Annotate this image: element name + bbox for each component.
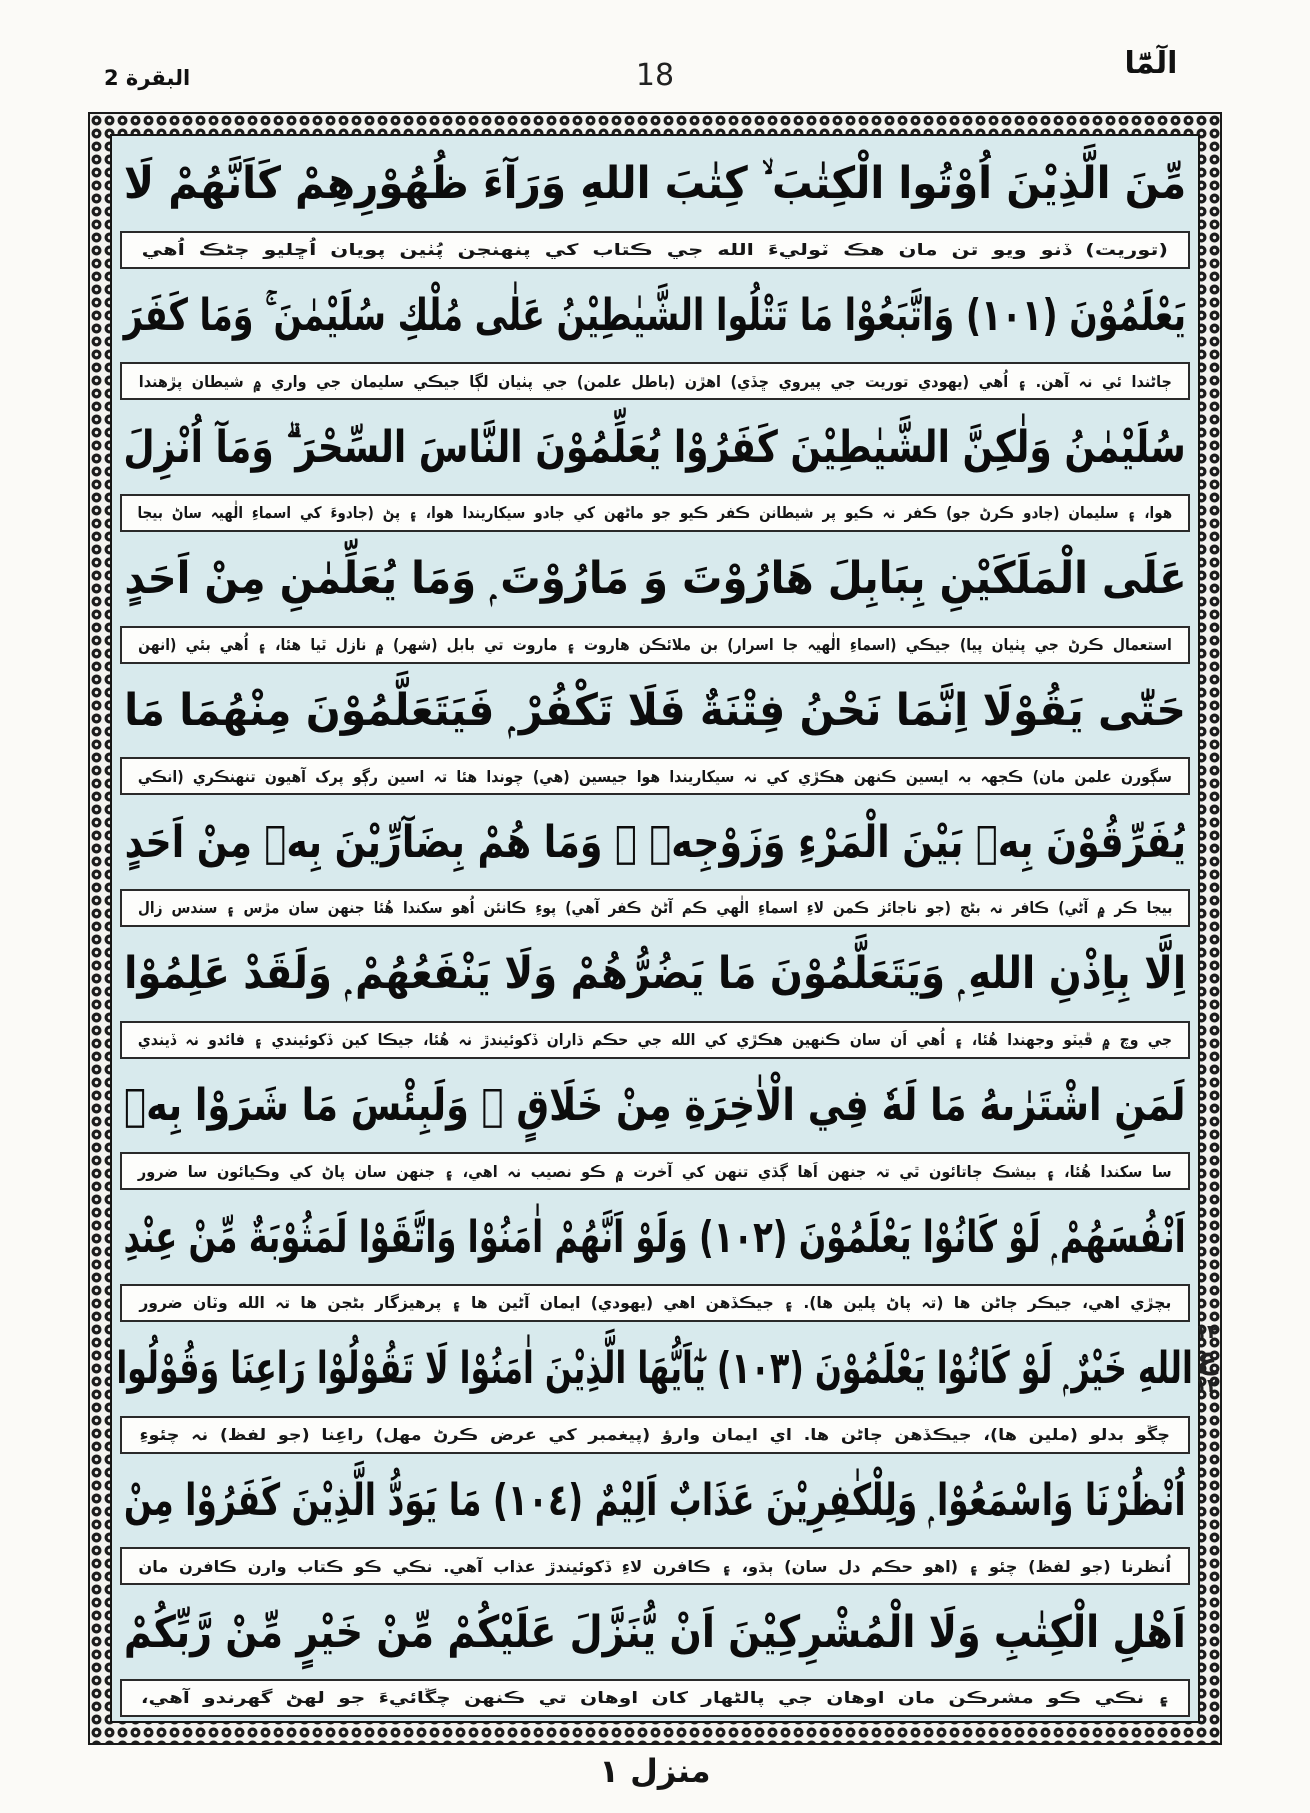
- ayah-line: [115, 1455, 1195, 1545]
- ruku-verse-count: ۱۲: [1195, 1375, 1219, 1397]
- translation-text: سڳورن علمن مان) ڪجهہ بہ ايسين ڪنهن هڪڙي کي نہ سيکاريندا هوا جيسين (هي) چوندا هئا تہ اسين رڳو پرک آهيون تنهنڪري (انڪي: [137, 766, 1173, 786]
- ayah-text: يَعْلَمُوْنَ (١٠١) وَاتَّبَعُوْا مَا تَتْلُوا الشَّيٰطِيْنُ عَلٰى مُلْكِ سُلَيْمٰنَ ۚ وَمَا كَفَرَ: [123, 289, 1187, 341]
- ayah-text: اَهْلِ الْكِتٰبِ وَلَا الْمُشْرِكِيْنَ اَنْ يُّنَزَّلَ عَلَيْكُمْ مِّنْ خَيْرٍ مِّنْ رَّبِّكُمْ: [124, 1606, 1186, 1658]
- translation-text: استعمال ڪرڻ جي پٺيان پيا) جيڪي (اسماءِ الٰهيہ جا اسرار) بن ملائڪن هاروت ۽ ماروت تي بابل (شهر) ۾ نازل ٿيا هئا، ۽ اُهي بئي (انهن: [138, 635, 1172, 655]
- ayah-line: [115, 665, 1195, 755]
- ruku-marker: [1186, 1322, 1228, 1396]
- ayah-line: [115, 402, 1195, 492]
- ayah-text: لَمَنِ اشْتَرٰىهُ مَا لَهٗ فِي الْاٰخِرَةِ مِنْ خَلَاقٍ ۭ وَلَبِئْسَ مَا شَرَوْا بِهٖ: [124, 1079, 1186, 1131]
- ayah-line: [115, 1192, 1195, 1282]
- ayah-line: [115, 1587, 1195, 1677]
- ayah-text: مِّنَ الَّذِيْنَ اُوْتُوا الْكِتٰبَ ۙ كِتٰبَ اللهِ وَرَآءَ ظُهُوْرِهِمْ كَاَنَّهُمْ لَا: [123, 158, 1187, 210]
- translation-text: ڄاڻندا ئي نہ آهن. ۽ اُهي (يهودي توريت جي پيروي ڇڏي) اهڙن (باطل علمن) جي پٺيان لڳا جيڪي سليمان جي واري ۾ شيطان پڙهندا: [138, 371, 1172, 391]
- surah-title: البقرة 2: [104, 66, 191, 90]
- decorative-chain-border: [88, 112, 1222, 1745]
- translation-text: جي وچ ۾ ڦيٽو وجهندا هُئا، ۽ اُهي اَن سان ڪنهين هڪڙي کي الله جي حڪم ڌاران ڏکوئيندڙ نہ هُئا، جيڪا کين ڏکوئيندي ۽ فائدو نہ ڏيندي: [137, 1030, 1173, 1050]
- ayah-text: اِلَّا بِاِذْنِ اللهِ ۭ وَيَتَعَلَّمُوْنَ مَا يَضُرُّهُمْ وَلَا يَنْفَعُهُمْ ۭ وَلَقَدْ عَلِمُوْا: [123, 948, 1187, 1000]
- translation-line: [120, 494, 1190, 532]
- ayah-text: عَلَى الْمَلَكَيْنِ بِبَابِلَ هَارُوْتَ وَ مَارُوْتَ ۭ وَمَا يُعَلِّمٰنِ مِنْ اَحَدٍ: [123, 553, 1187, 605]
- ayah-line: [115, 139, 1195, 229]
- ayah-text: حَتّٰى يَقُوْلَا اِنَّمَا نَحْنُ فِتْنَةٌ فَلَا تَكْفُرْ ۭ فَيَتَعَلَّمُوْنَ مِنْهُمَا مَا: [124, 684, 1186, 736]
- translation-text: اُنظرنا (جو لفظ) چئو ۽ (اهو حڪم دل سان) ٻڌو، ۽ ڪافرن لاءِ ڏکوئيندڙ عذاب آهي. نڪي ڪو ڪتاب وارن ڪافرن مان: [138, 1556, 1172, 1576]
- translation-line: [120, 1152, 1190, 1190]
- translation-line: [120, 362, 1190, 400]
- ayah-line: [115, 1324, 1195, 1414]
- translation-line: [120, 1021, 1190, 1059]
- ayah-line: [115, 534, 1195, 624]
- translation-line: [120, 1547, 1190, 1585]
- translation-line: [120, 1679, 1190, 1717]
- ayah-line: [115, 1060, 1195, 1150]
- translation-line: [120, 626, 1190, 664]
- manzil-label: منزل ۱: [599, 1752, 711, 1790]
- translation-line: [120, 1284, 1190, 1322]
- translation-text: چڱو بدلو (ملين ها)، جيڪڏهن ڄاڻن ها. اي ايمان وارؤ (پيغمبر کي عرض ڪرڻ مهل) راعِنا (جو لفظ) نہ چئوءِ: [139, 1425, 1171, 1445]
- translation-line: [120, 889, 1190, 927]
- ayah-line: [115, 929, 1195, 1019]
- text-area: [110, 134, 1200, 1723]
- ayah-text: اَنْفُسَهُمْ ۭ لَوْ كَانُوْا يَعْلَمُوْنَ (١٠٢) وَلَوْ اَنَّهُمْ اٰمَنُوْا وَاتَّقَوْا لَمَثُوْبَةٌ مِّنْ عِنْدِ: [123, 1211, 1187, 1263]
- translation-text: بچڙي اهي، جيڪر ڄاڻن ها (تہ پاڻ پلين ها). ۽ جيڪڏهن اهي (يهودي) ايمان آڻين ها ۽ پرهيزگار بڻجن ها تہ الله وٽان ضرور: [139, 1293, 1171, 1313]
- translation-line: [120, 757, 1190, 795]
- translation-text: ۽ نڪي ڪو مشرڪن مان اوهان جي پالڻهار کان اوهان تي ڪنهن چڱائيءَ جو لهڻ گهرندو آهي،: [140, 1688, 1170, 1708]
- ruku-count: ۱۲: [1195, 1321, 1219, 1343]
- translation-line: [120, 231, 1190, 269]
- juz-marker: الٓمّٓا: [1124, 46, 1178, 81]
- ayah-text: اُنْظُرْنَا وَاسْمَعُوْا ۭ وَلِلْكٰفِرِيْنَ عَذَابٌ اَلِيْمٌ (١٠٤) مَا يَوَدُّ الَّذِيْنَ كَفَرُوْا مِنْ: [124, 1474, 1186, 1526]
- ayah-line: [115, 270, 1195, 360]
- translation-text: بيجا ڪر ۾ آڻي) ڪافر نہ بڻج (جو ناجائز ڪمن لاءِ اسماءِ الٰهي ڪم آڻڻ ڪفر آهي) پوءِ ڪانئن اُهو سکندا هُئا جنهن سان مڙس ۽ سندس زال: [137, 898, 1173, 918]
- ayah-line: [115, 797, 1195, 887]
- ayah-text: سُلَيْمٰنُ وَلٰكِنَّ الشَّيٰطِيْنَ كَفَرُوْا يُعَلِّمُوْنَ النَّاسَ السِّحْرَ ۗ وَمَآ اُنْزِلَ: [123, 421, 1187, 473]
- translation-line: [120, 1416, 1190, 1454]
- translation-text: سا سکندا هُئا، ۽ بيشڪ ڄاتائون ٿي تہ جنهن اَها ڳڌي تنهن کي آخرت ۾ ڪو نصيب نہ اهي، ۽ جنهن سان پاڻ کي وڪيائون سا ضرور: [138, 1161, 1172, 1181]
- page-number: 18: [635, 58, 675, 93]
- translation-text: (توريت) ڏنو ويو تن مان هڪ ٽوليءَ الله جي ڪتاب کي پنهنجن پُٺين پويان اُڇليو ڄڻڪ اُهي: [141, 240, 1169, 260]
- ayah-text: اللهِ خَيْرٌ ۭ لَوْ كَانُوْا يَعْلَمُوْنَ (١٠٣) يٰٓاَيُّهَا الَّذِيْنَ اٰمَنُوْا لَا تَقُوْلُوْا رَاعِنَا وَقُوْلُوا: [116, 1343, 1194, 1395]
- translation-text: هوا، ۽ سليمان (جادو ڪرڻ جو) ڪفر نہ ڪيو پر شيطانن ڪفر ڪيو جو ماڻهن کي جادو سيکاريندا هوا، ۽ پڻ (جادوءَ کي اسماءِ الٰهيہ ساڻ بيجا: [137, 503, 1173, 523]
- ruku-ain-symbol: ع: [1196, 1341, 1218, 1376]
- ayah-text: يُفَرِّقُوْنَ بِهٖ بَيْنَ الْمَرْءِ وَزَوْجِهٖ ۭ وَمَا هُمْ بِضَآرِّيْنَ بِهٖ مِنْ اَحَدٍ: [124, 816, 1186, 868]
